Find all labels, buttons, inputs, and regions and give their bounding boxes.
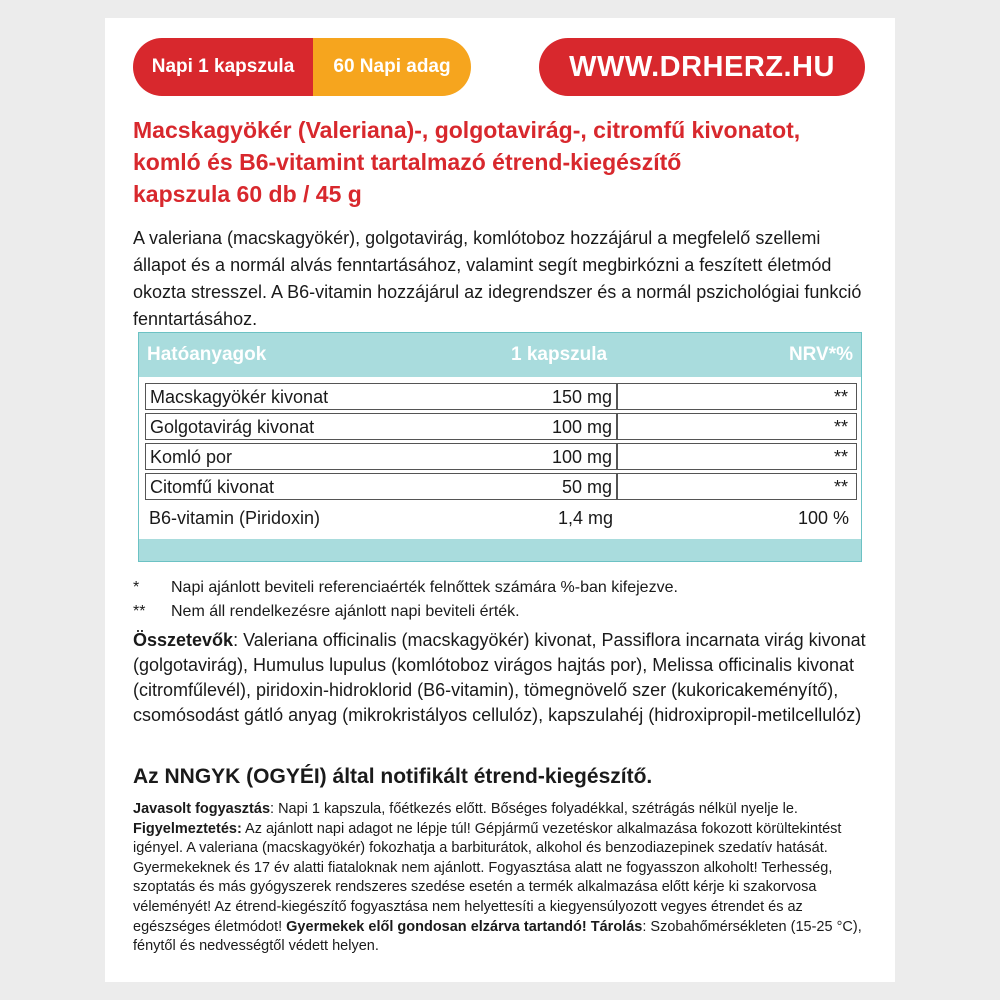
row-nrv: **	[617, 383, 857, 410]
footnote-text: Nem áll rendelkezésre ajánlott napi beviteli érték.	[171, 603, 520, 620]
row-name: Komló por	[145, 443, 539, 470]
daily-dose-badge: Napi 1 kapszula	[133, 38, 313, 96]
row-name: Golgotavirág kivonat	[145, 413, 539, 440]
header-nrv: NRV*%	[788, 344, 853, 365]
row-amount: 150 mg	[539, 383, 617, 410]
ingredients-table	[138, 332, 862, 562]
table-footer-bar	[139, 539, 861, 561]
table-row	[145, 443, 857, 470]
usage-line	[133, 800, 873, 820]
dosage-badge	[133, 38, 471, 96]
warning-block	[133, 820, 873, 957]
row-amount: 100 mg	[539, 413, 617, 440]
row-nrv: 100 %	[797, 508, 849, 528]
storage-label: Tárolás	[586, 918, 643, 935]
table-row	[145, 505, 857, 532]
header-per-capsule: 1 kapszula	[511, 344, 608, 365]
notification-statement: Az NNGYK (OGYÉI) által notifikált étrend-kiegészítő.	[133, 765, 653, 788]
footnote	[133, 600, 873, 624]
warning-text: Az ajánlott napi adagot ne lépje túl! Gépjármű vezetéskor alkalmazása fokozott körültekintést igényel. A valeriana (macskagyökér) fokozhatja a barbiturátok, alkohol és benzodiazepinek szedatív hatását. Gyermekeknek és 17 év alatti fiataloknak nem ajánlott. Fogyasztása alatt ne fogyasszon alkoholt! Terhesség, szoptatás és más gyógyszerek rendszeres szedése esetén a termék alkalmazása előtt kérje ki szakorvosa véleményét! Az étrend-kiegészítő fogyasztása nem helyettesíti a kiegyensúlyozott vegyes étrendet és az egészséges életmódot!	[133, 820, 842, 935]
usage-label: Javasolt fogyasztás	[133, 801, 271, 817]
usage-warning-paragraph	[133, 800, 873, 957]
ingredients-text: : Valeriana officinalis (macskagyökér) kivonat, Passiflora incarnata virág kivonat (golgotavirág), Humulus lupulus (komlótoboz virágos hajtás por), Melissa officinalis kivonat (citromfűlevél), piridoxin-hidroklorid (B6-vitamin), tömegnövelő szer (kukoricakeményítő), csomósodást gátló anyag (mikrokristályos cellulóz), kapszulahéj (hidroxipropil-metilcellulóz)	[133, 630, 866, 725]
table-row	[145, 413, 857, 440]
title-line-2: komló és B6-vitamint tartalmazó étrend-kiegészítő	[133, 149, 682, 175]
row-name: Citomfű kivonat	[145, 473, 539, 500]
footnote-text: Napi ajánlott beviteli referenciaérték felnőttek számára %-ban kifejezve.	[171, 579, 678, 596]
footnote-symbol: *	[133, 579, 140, 596]
row-name: B6-vitamin (Piridoxin)	[149, 508, 321, 528]
warning-label: Figyelmeztetés:	[133, 820, 242, 837]
row-amount: 50 mg	[539, 473, 617, 500]
table-row	[145, 473, 857, 500]
row-nrv: **	[617, 443, 857, 470]
product-title	[133, 114, 873, 210]
table-header	[139, 333, 861, 377]
title-line-1: Macskagyökér (Valeriana)-, golgotavirág-, citromfű kivonatot,	[133, 117, 801, 143]
footnotes	[133, 576, 873, 624]
children-warning: Gyermekek elől gondosan elzárva tartandó!	[286, 918, 587, 935]
intro-text: A valeriana (macskagyökér), golgotavirág, komlótoboz hozzájárul a megfelelő szellemi állapot és a normál alvás fenntartásához, valamint segít megbirkózni a feszített életmód okozta stresszel. A B6-vitamin hozzájárul az idegrendszer és a normál pszichológiai funkció fenntartásához.	[133, 228, 862, 329]
website-badge: WWW.DRHERZ.HU	[539, 38, 865, 96]
storage-text: : Szobahőmérsékleten (15-25 °C), fénytől és nedvességtől védett helyen.	[133, 918, 862, 955]
row-amount: 100 mg	[539, 443, 617, 470]
title-line-3: kapszula 60 db / 45 g	[133, 181, 362, 207]
header-active-ingredients: Hatóanyagok	[147, 344, 267, 365]
footnote-symbol: **	[133, 603, 146, 620]
table-row	[145, 383, 857, 410]
usage-text: : Napi 1 kapszula, főétkezés előtt. Bőséges folyadékkal, szétrágás nélkül nyelje le.	[270, 801, 798, 817]
servings-badge: 60 Napi adag	[313, 38, 471, 96]
row-amount: 1,4 mg	[557, 508, 613, 528]
row-nrv: **	[617, 413, 857, 440]
footnote	[133, 576, 873, 600]
ingredients-paragraph	[133, 628, 873, 728]
row-name: Macskagyökér kivonat	[145, 383, 539, 410]
row-nrv: **	[617, 473, 857, 500]
ingredients-label: Összetevők	[133, 630, 234, 650]
